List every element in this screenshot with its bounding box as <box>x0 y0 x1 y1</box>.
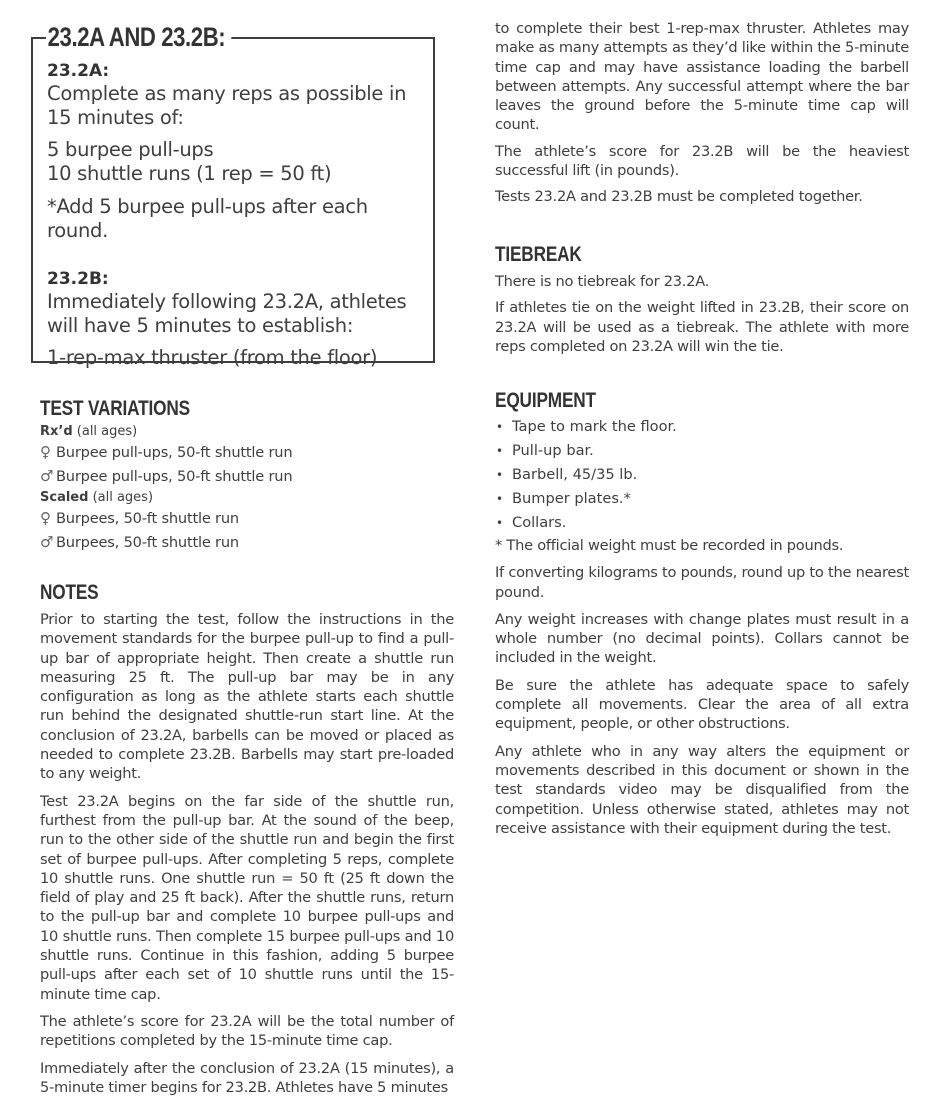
workout-b-label: 23.2B: <box>47 269 109 289</box>
notes-paragraph: Immediately after the conclusion of 23.2A (15 minutes), a 5-minute timer begins for 23.2B. Athletes have 5 minutes <box>40 1059 454 1096</box>
workout-b-movement: 1-rep-max thruster (from the floor) <box>47 346 378 369</box>
variation-group-qualifier: (all ages) <box>92 490 154 505</box>
workout-a-note: *Add 5 burpee pull-ups after each round. <box>47 195 368 242</box>
equipment-item <box>495 463 909 487</box>
notes-paragraph: to complete their best 1-rep-max thruster. Athletes may make as many attempts as they’d like within the 5-minute time cap and may have assistance loading the barbell between attempts. Any successful attempt where the bar leaves the ground before the 5-minute time cap will count. <box>495 20 909 134</box>
variation-group-rxd <box>40 423 454 441</box>
variation-line <box>40 507 454 531</box>
equipment-section <box>495 388 909 838</box>
notes-paragraph: Test 23.2A begins on the far side of the shuttle run, furthest from the pull-up bar. At the sound of the beep, run to the other side of the shuttle run and begin the first set of burpee pull-ups. After completing 5 reps, complete 10 shuttle runs. One shuttle run = 50 ft (25 ft down the field of play and 25 ft back). After the shuttle runs, return to the pull-up bar and complete 10 burpee pull-ups and 10 shuttle runs. Then complete 15 burpee pull-ups and 10 shuttle runs. Continue in this fashion, adding 5 burpee pull-ups after each set of 10 shuttle runs until the 15-minute time cap. <box>40 792 454 1003</box>
female-icon: ♀ <box>40 443 51 461</box>
equipment-paragraph: If converting kilograms to pounds, round up to the nearest pound. <box>495 564 909 601</box>
equipment-item-text: Pull-up bar. <box>512 442 594 459</box>
equipment-heading: EQUIPMENT <box>495 389 596 412</box>
equipment-item-text: Barbell, 45/35 lb. <box>512 466 638 483</box>
equipment-item-text: Tape to mark the floor. <box>512 418 677 435</box>
equipment-footnote: * The official weight must be recorded in pounds. <box>495 537 844 554</box>
tiebreak-paragraph: If athletes tie on the weight lifted in 23.2B, their score on 23.2A will be used as a tiebreak. The athlete with more reps completed on 23.2A will win the tie. <box>495 299 909 355</box>
notes-section <box>40 580 454 1097</box>
variation-text: Burpee pull-ups, 50-ft shuttle run <box>56 467 293 485</box>
equipment-item <box>495 511 909 535</box>
equipment-item-text: Collars. <box>512 514 567 531</box>
notes-continued <box>495 19 909 207</box>
variation-text: Burpees, 50-ft shuttle run <box>56 510 239 527</box>
notes-heading: NOTES <box>40 581 99 604</box>
variation-group-name: Rx’d <box>40 424 73 439</box>
tiebreak-paragraph: There is no tiebreak for 23.2A. <box>495 273 710 290</box>
equipment-list <box>495 415 909 535</box>
workout-title: 23.2A AND 23.2B: <box>46 20 231 54</box>
notes-paragraph: Prior to starting the test, follow the instructions in the movement standards for the burpee pull-up to find a pull-up bar of appropriate height. Then create a shuttle run measuring 25 ft. The pull-up bar may be in any configuration as long as the athlete starts each shuttle run behind the designated shuttle-run start line. At the conclusion of 23.2A, barbells can be moved or placed as needed to complete 23.2B. Barbells may start pre-loaded to any weight. <box>40 611 454 783</box>
equipment-paragraph: Any athlete who in any way alters the equipment or movements described in this document or shown in the test standards video may be disqualified from the competition. Unless otherwise stated, athletes may not receive assistance with their equipment during the test. <box>495 742 909 837</box>
notes-paragraph: The athlete’s score for 23.2A will be the total number of repetitions completed by the 15-minute time cap. <box>40 1012 454 1050</box>
tiebreak-section <box>495 242 909 356</box>
variation-group-qualifier: (all ages) <box>76 424 138 439</box>
workout-a-movement: 5 burpee pull-ups <box>47 138 214 161</box>
equipment-item <box>495 415 909 439</box>
male-icon: ♂ <box>40 532 54 551</box>
workout-b-intro: Immediately following 23.2A, athletes will have 5 minutes to establish: <box>47 290 407 337</box>
workout-a-label: 23.2A: <box>47 61 110 81</box>
bullet-icon: • <box>496 420 504 434</box>
notes-paragraph: The athlete’s score for 23.2B will be the heaviest successful lift (in pounds). <box>495 142 909 180</box>
variation-line <box>40 465 454 489</box>
female-icon: ♀ <box>40 509 51 527</box>
equipment-paragraph: Any weight increases with change plates must result in a whole number (no decimal points). Collars cannot be included in the weight. <box>495 610 909 667</box>
notes-paragraph: Tests 23.2A and 23.2B must be completed together. <box>495 188 863 206</box>
variation-group-name: Scaled <box>40 490 89 505</box>
tiebreak-heading: TIEBREAK <box>495 243 582 266</box>
test-variations-section <box>40 396 454 554</box>
bullet-icon: • <box>496 468 504 482</box>
equipment-item <box>495 487 909 511</box>
bullet-icon: • <box>496 492 504 506</box>
equipment-item-text: Bumper plates.* <box>512 490 631 507</box>
workout-content <box>47 60 427 370</box>
variation-text: Burpee pull-ups, 50-ft shuttle run <box>56 444 293 461</box>
variation-group-scaled <box>40 489 454 507</box>
male-icon: ♂ <box>40 466 54 485</box>
workout-a-movement: 10 shuttle runs (1 rep = 50 ft) <box>47 162 332 185</box>
bullet-icon: • <box>496 444 504 458</box>
variation-text: Burpees, 50-ft shuttle run <box>56 533 239 551</box>
equipment-item <box>495 439 909 463</box>
bullet-icon: • <box>496 516 504 530</box>
variation-line <box>40 531 454 555</box>
variation-line <box>40 441 454 465</box>
equipment-paragraph: Be sure the athlete has adequate space to safely complete all movements. Clear the area of all extra equipment, people, or other obstructions. <box>495 676 909 733</box>
workout-a-intro: Complete as many reps as possible in 15 minutes of: <box>47 82 407 129</box>
test-variations-heading: TEST VARIATIONS <box>40 397 190 420</box>
